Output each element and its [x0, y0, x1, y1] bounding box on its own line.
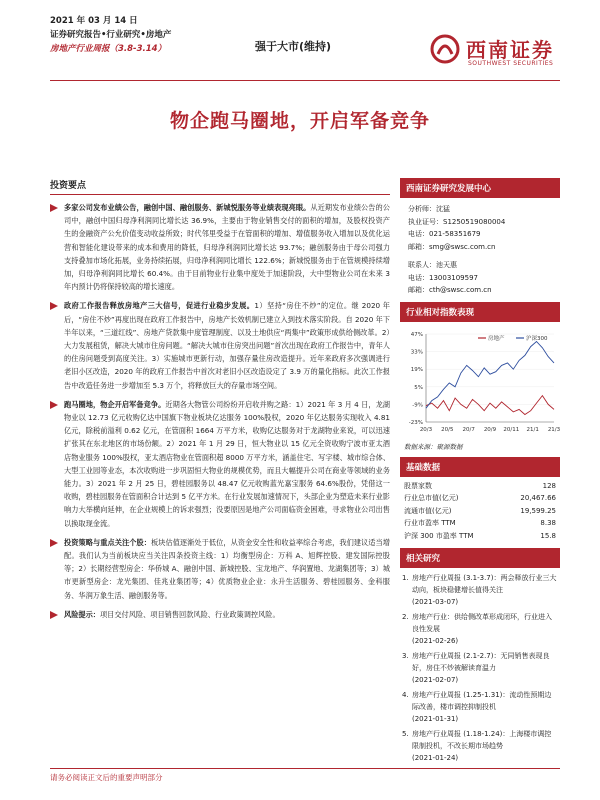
x-tick-label: 20/3 — [419, 426, 433, 433]
chart-source: 数据来源：聚源数据 — [404, 442, 463, 451]
bullet-icon — [50, 302, 58, 310]
y-tick-label: 19% — [410, 366, 423, 373]
list-item[interactable] — [402, 572, 558, 608]
report-header-info — [50, 14, 171, 56]
analyst-line: 分析师：沈猛 — [408, 205, 450, 213]
item-date: (2021-03-07) — [412, 598, 459, 606]
bullet-icon — [50, 401, 58, 409]
item-title: 房地产行业周报 (3.1-3.7)：两会释放行业三大动向，板块稳健增长值得关注 — [412, 574, 557, 594]
item-number: 4. — [402, 691, 409, 699]
chart-heading: 行业相对指数表现 — [400, 302, 560, 322]
list-item[interactable] — [402, 689, 558, 725]
analyst-line: 联系人：池天惠 — [408, 261, 457, 269]
series-line — [426, 395, 554, 414]
paragraph-lead: 政府工作报告释放房地产三大信号，促进行业稳步发展。 — [64, 301, 255, 311]
item-title: 房地产行业周报 (1.18-1.24)：上海楼市调控限制投机，不改长期市场趋势 — [412, 730, 552, 750]
footer-disclaimer: 请务必阅读正文后的重要声明部分 — [50, 773, 163, 782]
stat-value: 8.38 — [540, 519, 556, 527]
analyst-line: 电话：021-58351679 — [408, 230, 481, 238]
report-title: 物企跑马圈地，开启军备竞争 — [169, 110, 430, 132]
analyst-line: 邮箱：smg@swsc.com.cn — [408, 242, 496, 251]
summary-paragraph — [50, 299, 390, 391]
item-date: (2021-02-26) — [412, 637, 459, 645]
analyst-line: 执业证号：S1250519080004 — [408, 217, 506, 226]
summary-heading: 投资要点 — [50, 178, 390, 195]
paragraph-body: 项目交付风险、项目销售回款风险、行业政策调控风险。 — [99, 609, 280, 619]
footer-divider — [50, 768, 560, 769]
item-date: (2021-02-07) — [412, 676, 459, 684]
paragraph-lead: 风险提示： — [64, 609, 100, 619]
paragraph-body: 从近期发布业绩公告的公司中，融创中国归母净利润同比增长达 36.9%，主要由于物业销售交付的面积的增加，及股权投资产生的金融资产公允价值变动收益所致；时代邻里受益于在管面积的增加、增值服务收入增加以及优化运营和智能化建设带来的成本和费用的降低，归母净利润同比增长达 93.7%；融创服务由于母公司强力支持叠加市场化拓展，业务持续拓展，归母净利润同比增长 122.6%；新城悦服务由于在管规模持续增加，归母净利润同比增长 60.4%。由于目前物业行业集中度处于加速阶段，大中型物业公司在未来 3 年内预计仍将保持较高的增长速度。 — [64, 203, 390, 292]
basic-data-table — [400, 480, 560, 543]
item-date: (2021-01-24) — [412, 754, 459, 762]
bullet-icon — [50, 204, 58, 212]
logo-text-cn: 西南证券 — [466, 38, 554, 62]
paragraph-body: 板块估值逐渐处于低位，从资金安全性和收益率综合考虑，我们建议适当增配。我们认为当前板块应当关注四条投资主线：1）均衡型房企：万科 A、旭辉控股、建发国际控股等；2）长期经营型房企：华侨城 A、融创中国、新城控股、宝龙地产、华润置地、龙湖集团等；3）城市更新型房企：龙光集团、佳兆业集团等；4）优质物业企业：永升生活服务、碧桂园服务、金科服务、华润万象生活、融创服务等。 — [64, 537, 390, 600]
item-date: (2021-01-31) — [412, 715, 459, 723]
table-row — [400, 505, 560, 518]
legend-label: 沪深300 — [526, 335, 548, 342]
header-divider — [50, 80, 560, 81]
related-research-list — [400, 568, 560, 764]
paragraph-lead: 跑马圈地，物企开启军备竞争。 — [64, 399, 166, 409]
item-number: 3. — [402, 652, 409, 660]
y-tick-label: 47% — [410, 331, 423, 338]
paragraph-lead: 多家公司发布业绩公告，融创中国、融创服务、新城悦服务等业绩表现亮眼。 — [64, 203, 311, 212]
analyst-info — [400, 198, 560, 302]
investment-summary — [50, 178, 390, 627]
item-number: 2. — [402, 613, 409, 621]
report-period: 房地产行业周报（3.8-3.14） — [50, 44, 167, 54]
y-tick-label: -23% — [408, 419, 423, 426]
x-tick-label: 20/9 — [483, 426, 497, 433]
bullet-icon — [50, 539, 58, 547]
related-heading: 相关研究 — [400, 548, 560, 568]
summary-paragraph — [50, 398, 390, 530]
item-title: 房地产行业周报 (1.25-1.31)：流动性预期边际改善，楼市调控抑制投机 — [412, 691, 552, 711]
index-chart — [400, 322, 560, 440]
item-title: 房地产行业：供给侧改革形成闭环，行业进入良性发展 — [412, 613, 552, 633]
summary-paragraph — [50, 536, 390, 602]
report-type: 证券研究报告•行业研究•房地产 — [50, 30, 172, 40]
table-row — [400, 480, 560, 493]
logo-mark-icon — [430, 34, 460, 64]
index-chart-svg — [400, 322, 560, 440]
stat-label: 流通市值(亿元) — [404, 506, 452, 515]
stat-label: 行业总市值(亿元) — [404, 494, 459, 502]
list-item[interactable] — [402, 728, 558, 764]
stat-label: 沪深 300 市盈率 TTM — [404, 531, 474, 540]
summary-paragraph — [50, 201, 390, 293]
analyst-line: 邮箱：cth@swsc.com.cn — [408, 286, 492, 294]
stat-label: 股票家数 — [404, 481, 432, 490]
analyst-line: 电话：13003109597 — [408, 273, 478, 282]
stat-value: 20,467.66 — [520, 494, 556, 502]
summary-paragraphs — [50, 201, 390, 621]
x-tick-label: 20/7 — [462, 426, 475, 433]
stat-value: 19,599.25 — [520, 506, 556, 515]
x-tick-label: 20/11 — [503, 426, 520, 433]
paragraph-lead: 投资策略与重点关注个股： — [64, 537, 151, 547]
paragraph-body: 1）坚持“房住不炒”的定位。继 2020 年后，“房住不炒”再度出现在政府工作报告中，房地产长效机制已建立入到技术落实阶段。自 2020 年下半年以来，“三道红线”、房地产贷款集中度管理制度、以及土地供应“两集中”政策形成供给侧改革。2）大力发展租赁，解决大城市住房问题。“解决大城市住房突出问题”首次出现在政府工作报告中，青年人的住房问题受到高度关注。3）实施城市更新行动，加强存量住房改造提升。近年来政府多次强调进行老旧小区改造，2020 年的政府工作报告中首次对老旧小区改造设定了 3.9 万的量化指标。此次工作报告中改造任务进一步增加至 5.3 万个，将释放巨大的存量市场空间。 — [64, 301, 390, 390]
logo-text-en: SOUTHWEST SECURITIES — [468, 60, 554, 67]
x-tick-label: 21/1 — [526, 426, 539, 433]
stat-label: 行业市盈率 TTM — [404, 519, 456, 527]
item-number: 1. — [402, 574, 409, 582]
report-date: 2021 年 03 月 14 日 — [50, 16, 138, 26]
legend-label: 房地产 — [488, 335, 505, 342]
bullet-icon — [50, 611, 58, 619]
table-row — [400, 517, 560, 530]
stat-value: 15.8 — [540, 531, 556, 540]
company-logo — [430, 32, 560, 72]
industry-rating: 强于大市(维持) — [255, 40, 332, 53]
list-item[interactable] — [402, 650, 558, 686]
table-row — [400, 492, 560, 505]
sidebar — [400, 178, 560, 767]
paragraph-body: 近期各大物管公司纷纷开启收并购之路：1）2021 年 3 月 4 日，龙湖物业以 12.73 亿元收购亿达中国旗下物业板块亿达服务 100%股权，2020 年亿达服务实现收入 4.81 亿元，除税前溢利 0.62 亿元，在管面积 1664 万平方米，收购亿达服务对于龙湖物业来说，可以迅速扩张其在东北地区的市场份额。2）2021 年 1 月 29 日，恒大物业以 15 亿元全资收购宁波市亚太酒店物业服务 100%股权，亚太酒店物业在管面积超 8000 万平方米，涵盖住宅、写字楼、城市综合体、大型工业园等业态，本次收购进一步巩固恒大物业的规模优势，而且大幅提升公司在商业等领域的业务能力。3）2021 年 2 月 25 日，碧桂园服务以 48.47 亿元收购蓝光嘉宝服务 64.6%股份，凭借这一收购，碧桂园服务在管面积合计达到 5 亿平方米。在行业发展加速情况下，头部企业为塑造未来行业影响力大举横向延伸，在企业规模上的诉求强烈；没要原因是地产公司面临资金困难，寻求物业公司出售以换取现金流。 — [64, 399, 391, 528]
basic-data-heading: 基础数据 — [400, 457, 560, 477]
y-tick-label: -9% — [412, 401, 423, 408]
item-title: 房地产行业周报 (2.1-2.7)：无同销售表现良好，房住不炒被解读育温力 — [412, 652, 550, 672]
analyst-heading: 西南证券研究发展中心 — [400, 178, 560, 198]
stat-value: 128 — [542, 481, 556, 490]
list-item[interactable] — [402, 611, 558, 647]
table-row — [400, 530, 560, 543]
y-tick-label: 33% — [410, 349, 423, 356]
x-tick-label: 20/5 — [441, 426, 454, 433]
summary-paragraph — [50, 608, 390, 621]
x-tick-label: 21/3 — [547, 426, 560, 433]
item-number: 5. — [402, 730, 409, 738]
y-tick-label: 5% — [414, 384, 423, 391]
